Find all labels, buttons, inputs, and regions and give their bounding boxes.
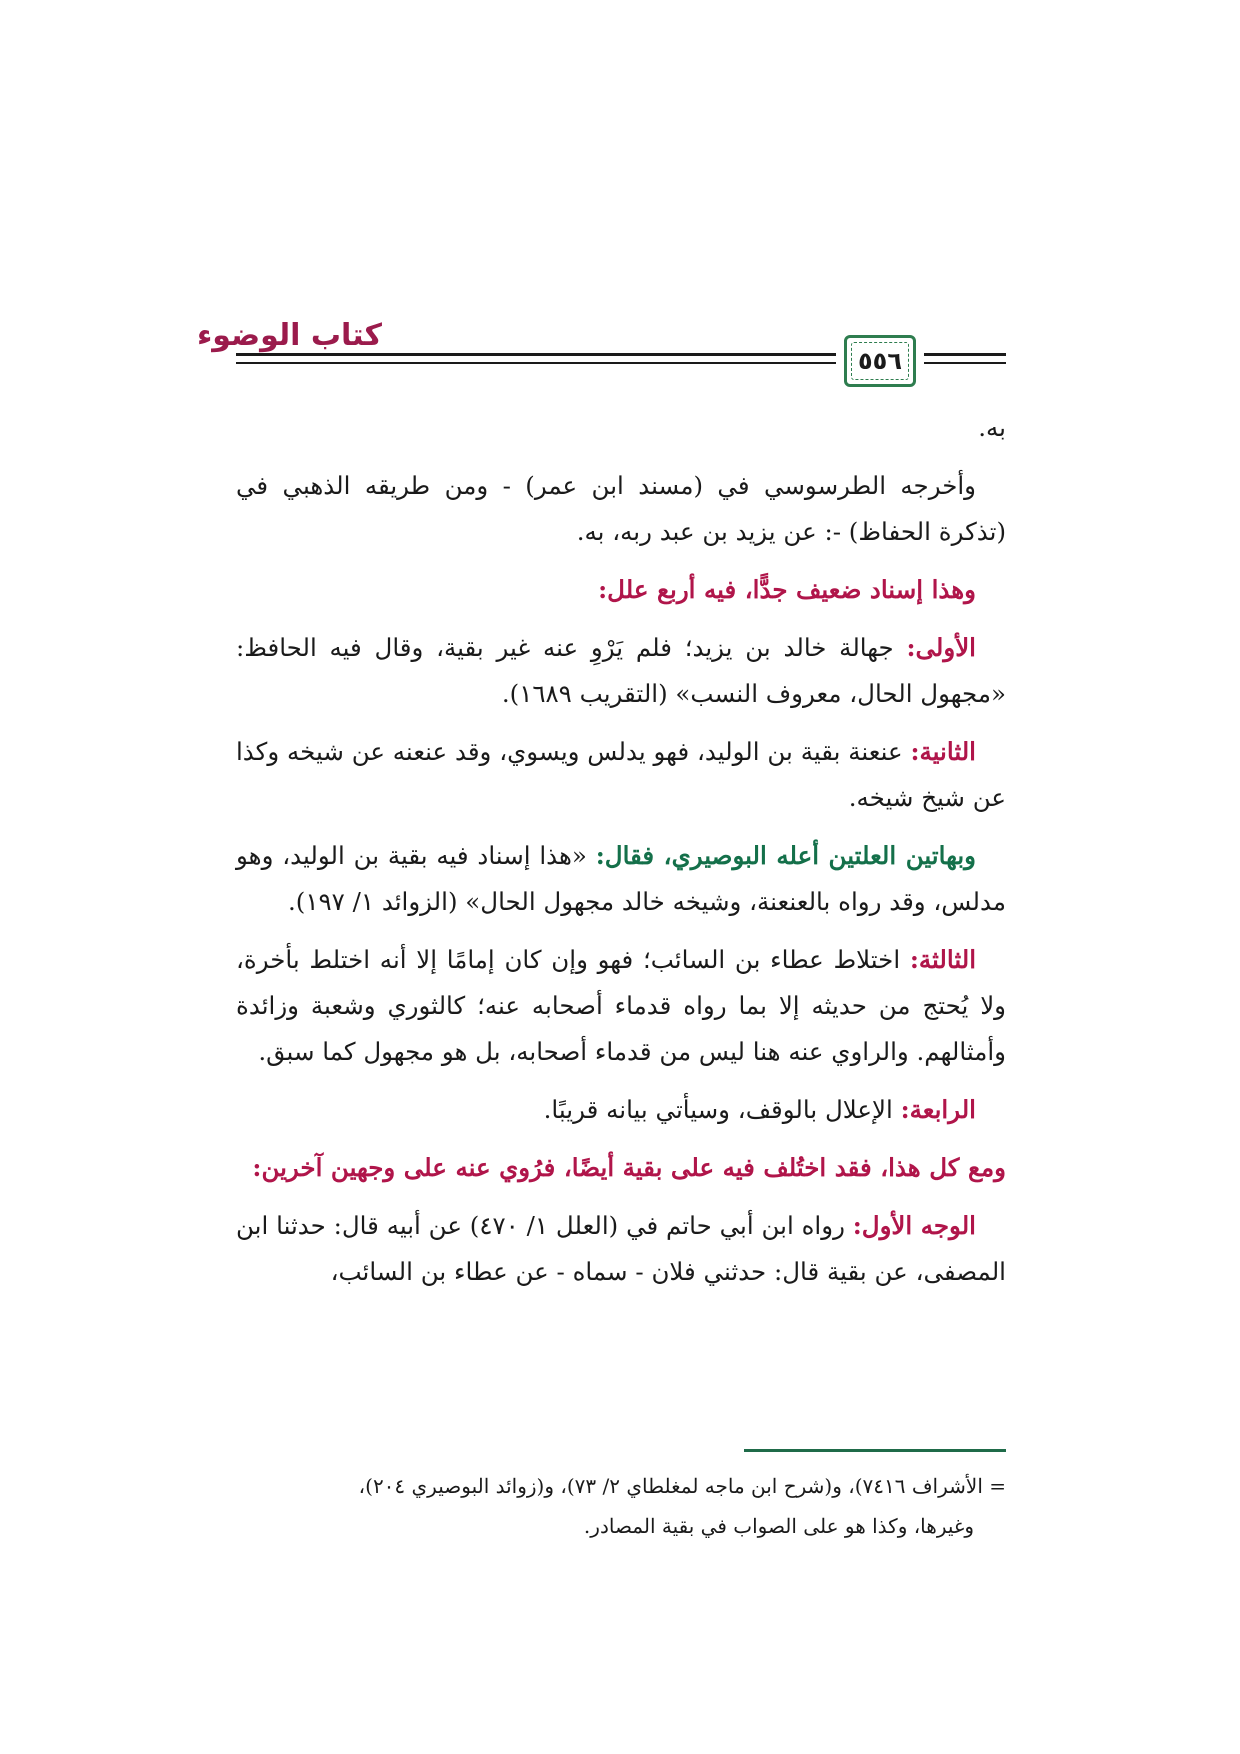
paragraph-first-illa bbox=[236, 625, 1006, 717]
header-rule-bottom-right bbox=[924, 362, 1006, 364]
heading-ikhtilaf: ومع كل هذا، فقد اختُلف فيه على بقية أيضًا، فرُوي عنه على وجهين آخرين: bbox=[252, 1153, 1006, 1182]
label-fourth: الرابعة: bbox=[900, 1095, 976, 1124]
paragraph-wajh-awwal bbox=[236, 1203, 1006, 1295]
page-number: ٥٥٦ bbox=[858, 347, 902, 375]
label-first: الأولى: bbox=[906, 633, 976, 662]
paragraph-fourth-illa bbox=[236, 1087, 1006, 1133]
label-busiri: وبهاتين العلتين أعله البوصيري، فقال: bbox=[595, 841, 977, 870]
label-wajh-awwal: الوجه الأول: bbox=[852, 1211, 976, 1240]
text-fourth: الإعلال بالوقف، وسيأتي بيانه قريبًا. bbox=[543, 1095, 901, 1124]
heading-ilal: وهذا إسناد ضعيف جدًّا، فيه أربع علل: bbox=[598, 575, 976, 604]
label-second: الثانية: bbox=[910, 737, 976, 766]
header-rule-bottom-left bbox=[236, 362, 836, 364]
paragraph-third-illa bbox=[236, 937, 1006, 1075]
header-rule-top-left bbox=[236, 353, 836, 356]
footnote-separator bbox=[744, 1449, 1006, 1452]
header-rule-top-right bbox=[924, 353, 1006, 356]
text-third: اختلاط عطاء بن السائب؛ فهو وإن كان إمامًا إلا أنه اختلط بأخرة، ولا يُحتج من حديثه إلا بما رواه قدماء أصحابه عنه؛ كالثوري وشعبة وزائدة وأمثالهم. والراوي عنه هنا ليس من قدماء أصحابه، بل هو مجهول كما سبق. bbox=[236, 945, 1006, 1066]
text-first: جهالة خالد بن يزيد؛ فلم يَرْوِ عنه غير بقية، وقال فيه الحافظ: «مجهول الحال، معروف النسب» (التقريب ١٦٨٩). bbox=[236, 633, 1006, 708]
text-busiri: «هذا إسناد فيه بقية بن الوليد، وهو مدلس، وقد رواه بالعنعنة، وشيخه خالد مجهول الحال» (الزوائد ١/ ١٩٧). bbox=[236, 841, 1006, 916]
chapter-title: كتاب الوضوء bbox=[196, 318, 382, 353]
text-wajh-awwal: رواه ابن أبي حاتم في (العلل ١/ ٤٧٠) عن أبيه قال: حدثنا ابن المصفى، عن بقية قال: حدثني فلان - سماه - عن عطاء بن السائب، bbox=[236, 1211, 1006, 1286]
footnote-line-1: = الأشراف ٧٤١٦)، و(شرح ابن ماجه لمغلطاي ٢/ ٧٣)، و(زوائد البوصيري ٢٠٤)، bbox=[358, 1474, 1006, 1498]
main-text bbox=[236, 405, 1006, 1295]
footnote-line-2: وغيرها، وكذا هو على الصواب في بقية المصادر. bbox=[583, 1514, 974, 1538]
label-third: الثالثة: bbox=[909, 945, 976, 974]
paragraph-akhrajahu: وأخرجه الطرسوسي في (مسند ابن عمر) - ومن طريقه الذهبي في (تذكرة الحفاظ) -: عن يزيد بن عبد ربه، به. bbox=[236, 471, 1006, 546]
text-second: عنعنة بقية بن الوليد، فهو يدلس ويسوي، وقد عنعنه عن شيخه وكذا عن شيخ شيخه. bbox=[236, 737, 1006, 812]
page-number-badge bbox=[844, 335, 916, 387]
paragraph-second-illa bbox=[236, 729, 1006, 821]
footnote bbox=[236, 1466, 1006, 1546]
paragraph-busiri bbox=[236, 833, 1006, 925]
paragraph-bihi: به. bbox=[978, 413, 1006, 442]
